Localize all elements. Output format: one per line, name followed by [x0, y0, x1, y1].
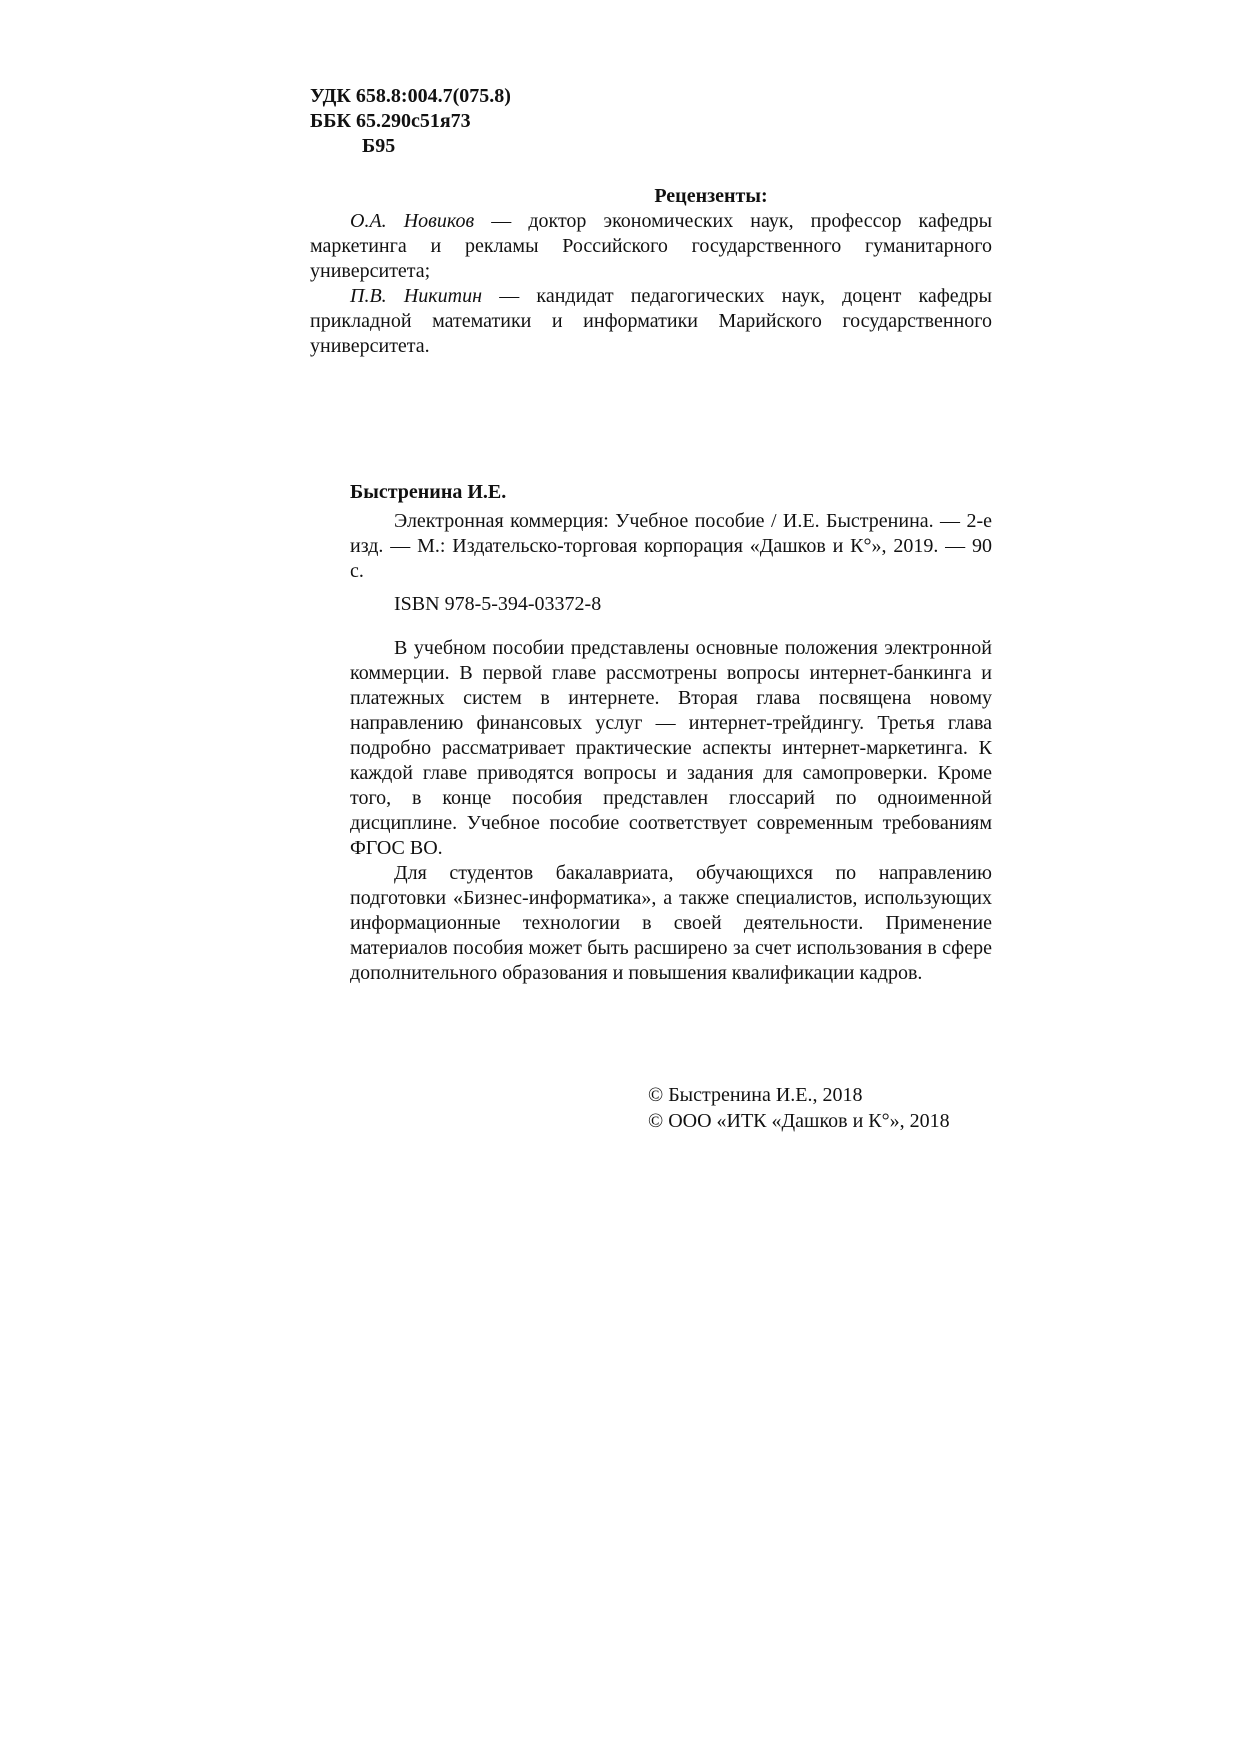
bibliographic-record [350, 480, 992, 617]
reviewer-1-description: — доктор экономических наук, профессор кафедры маркетинга и рекламы Российского государственного гуманитарного университета; [310, 210, 993, 282]
copyright-block [648, 1082, 950, 1134]
classification-codes [310, 84, 511, 159]
bbk-code: ББК 65.290с51я73 [310, 110, 471, 132]
isbn: ISBN 978-5-394-03372-8 [394, 593, 602, 615]
reviewer-2-name: П.В. Никитин [350, 285, 483, 307]
reviewer-2-description: — кандидат педагогических наук, доцент кафедры прикладной математики и информатики Марийского государственного университета. [310, 285, 992, 357]
copyright-publisher: © ООО «ИТК «Дашков и К°», 2018 [648, 1110, 950, 1132]
annotation-paragraph-1: В учебном пособии представлены основные положения электронной коммерции. В первой главе рассмотрены вопросы интернет-банкинга и платежных систем в интернете. Вторая глава посвящена новому направлению финансовых услуг — интернет-трейдингу. Третья глава подробно рассматривает практические аспекты интернет-маркетинга. К каждой главе приводятся вопросы и задания для самопроверки. Кроме того, в конце пособия представлен глоссарий по одноименной дисциплине. Учебное пособие соответствует современным требованиям ФГОС ВО. [350, 637, 992, 859]
bibliographic-description: Электронная коммерция: Учебное пособие / И.Е. Быстренина. — 2-е изд. — М.: Издательско-торговая корпорация «Дашков и К°», 2019. — 90 с. [350, 510, 992, 582]
copyright-author: © Быстренина И.Е., 2018 [648, 1084, 863, 1106]
book-author: Быстренина И.Е. [350, 481, 507, 503]
reviewers-section [310, 184, 992, 359]
author-mark: Б95 [362, 135, 396, 157]
reviewer-1 [310, 209, 992, 284]
reviewers-heading: Рецензенты: [654, 185, 768, 207]
reviewer-2 [310, 284, 992, 359]
annotation-paragraph-2: Для студентов бакалавриата, обучающихся по направлению подготовки «Бизнес-информатика», а также специалистов, использующих информационные технологии в своей деятельности. Применение материалов пособия может быть расширено за счет использования в сфере дополнительного образования и повышения квалификации кадров. [350, 862, 992, 984]
udk-code: УДК 658.8:004.7(075.8) [310, 85, 511, 107]
annotation [350, 636, 992, 986]
reviewer-1-name: О.А. Новиков [350, 210, 475, 232]
